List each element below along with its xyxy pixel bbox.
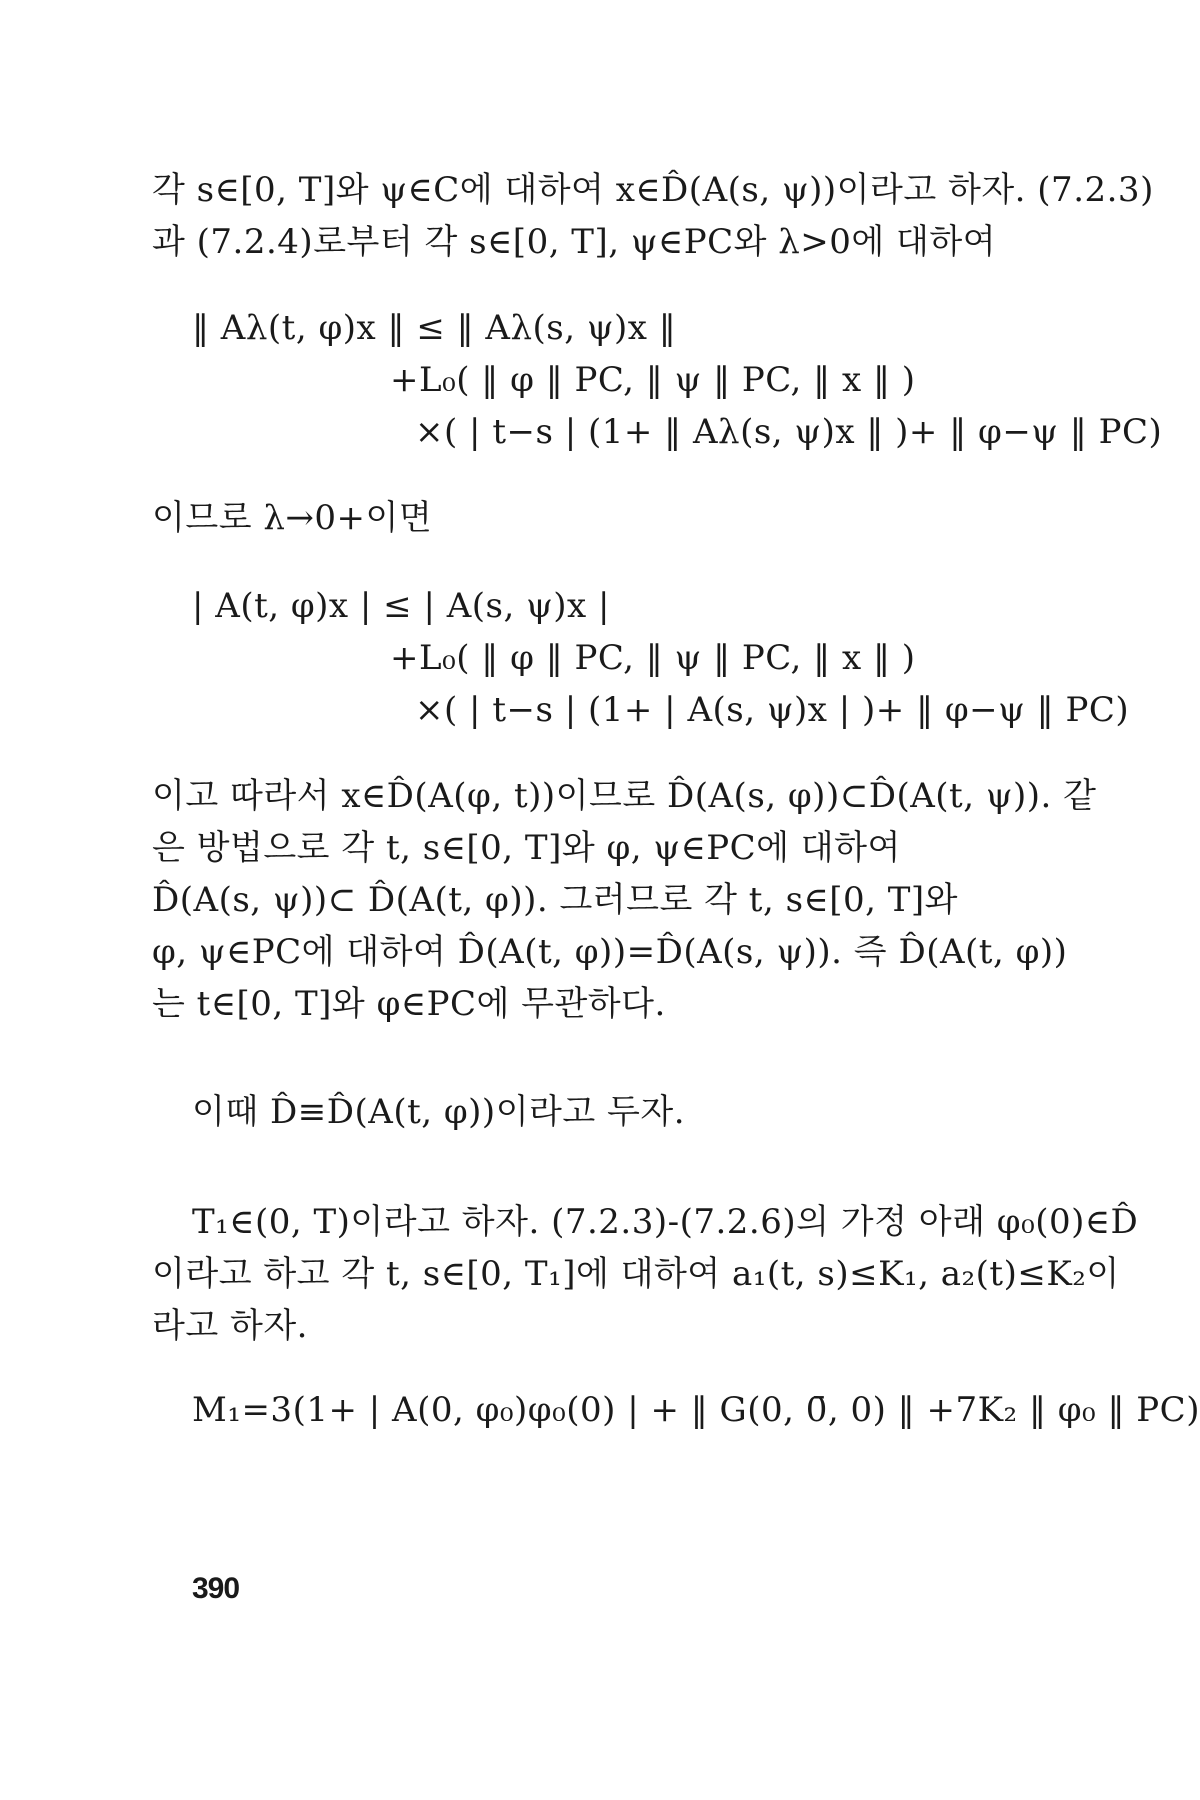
text-line-4: 이고 따라서 x∈D̂(A(φ, t))이므로 D̂(A(s, φ))⊂D̂(A(t, ψ)). 같 <box>152 776 1097 816</box>
equation-line-2: +L₀( ‖ φ ‖ PC, ‖ ψ ‖ PC, ‖ x ‖ ) <box>390 360 916 400</box>
text-line-3: 이므로 λ→0+이면 <box>152 498 433 538</box>
text-line-12: 라고 하자. <box>152 1306 308 1346</box>
text-line-11: 이라고 하고 각 t, s∈[0, T₁]에 대하여 a₁(t, s)≤K₁, a₂(t)≤K₂이 <box>152 1254 1120 1294</box>
text-line-5: 은 방법으로 각 t, s∈[0, T]와 φ, ψ∈PC에 대하여 <box>152 828 901 868</box>
equation-line-7: M₁=3(1+ | A(0, φ₀)φ₀(0) | + ‖ G(0, 0̄, 0) ‖ +7K₂ ‖ φ₀ ‖ PC) <box>192 1390 1200 1430</box>
page-number: 390 <box>192 1572 240 1605</box>
equation-line-5: +L₀( ‖ φ ‖ PC, ‖ ψ ‖ PC, ‖ x ‖ ) <box>390 638 916 678</box>
text-line-2: 과 (7.2.4)로부터 각 s∈[0, T], ψ∈PC와 λ>0에 대하여 <box>152 222 997 262</box>
equation-line-4: | A(t, φ)x | ≤ | A(s, ψ)x | <box>192 586 610 626</box>
text-line-6: D̂(A(s, ψ))⊂ D̂(A(t, φ)). 그러므로 각 t, s∈[0, T]와 <box>152 880 958 920</box>
equation-line-1: ‖ Aλ(t, φ)x ‖ ≤ ‖ Aλ(s, ψ)x ‖ <box>192 308 677 348</box>
text-line-8: 는 t∈[0, T]와 φ∈PC에 무관하다. <box>152 984 666 1024</box>
equation-line-3: ×( | t−s | (1+ ‖ Aλ(s, ψ)x ‖ )+ ‖ φ−ψ ‖ PC) <box>415 412 1163 452</box>
text-line-7: φ, ψ∈PC에 대하여 D̂(A(t, φ))=D̂(A(s, ψ)). 즉 D̂(A(t, φ)) <box>152 932 1068 972</box>
equation-line-6: ×( | t−s | (1+ | A(s, ψ)x | )+ ‖ φ−ψ ‖ PC) <box>415 690 1130 730</box>
text-line-9: 이때 D̂≡D̂(A(t, φ))이라고 두자. <box>192 1092 686 1132</box>
text-line-10: T₁∈(0, T)이라고 하자. (7.2.3)-(7.2.6)의 가정 아래 φ₀(0)∈D̂ <box>192 1202 1139 1242</box>
text-line-1: 각 s∈[0, T]와 ψ∈C에 대하여 x∈D̂(A(s, ψ))이라고 하자. (7.2.3) <box>152 170 1154 210</box>
